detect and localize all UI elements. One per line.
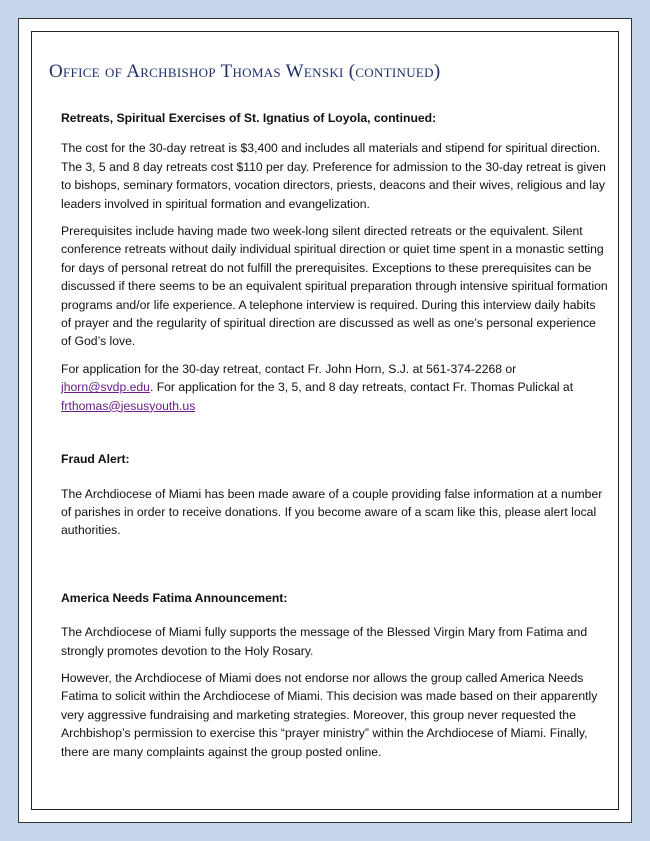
email-link-jhorn[interactable]: jhorn@svdp.edu bbox=[61, 380, 150, 395]
spacer bbox=[61, 424, 609, 450]
retreats-heading: Retreats, Spiritual Exercises of St. Ignatius of Loyola, continued: bbox=[61, 111, 437, 125]
fatima-endorsement-paragraph: However, the Archdiocese of Miami does not endorse nor allows the group called America Needs Fatima to solicit within the Archdiocese of Miami. This decision was made based on their apparently very aggressive fundraising and marketing strategies. Moreover, this group never requested the Archbishop’s permission to exercise this “prayer ministry” within the Archdiocese of Miami. Finally, there are many complaints against the group posted online. bbox=[61, 670, 598, 759]
contact-text-2: . For application for the 3, 5, and 8 day retreats, contact Fr. Thomas Pulickal at bbox=[149, 380, 574, 395]
content bbox=[61, 109, 609, 770]
fatima-heading: America Needs Fatima Announcement: bbox=[61, 590, 288, 605]
page-title: Office of Archbishop Thomas Wenski (continued) bbox=[49, 61, 441, 82]
page bbox=[18, 18, 632, 823]
retreats-contact-paragraph bbox=[61, 360, 609, 415]
retreats-prerequisites-paragraph: Prerequisites include having made two week-long silent directed retreats or the equivalent. Silent conference retreats without daily individual spiritual direction or quiet time spent in a monastic setting for days of personal retreat do not fulfill the prerequisites. Exceptions to these prerequisites can be discussed if there seems to be an equivalent spiritual preparation through intensive spiritual formation programs and/or life experience. A telephone interview is required. During this interview daily habits of prayer and the regularity of spiritual direction are discussed as well as one’s personal experience of God’s love. bbox=[61, 224, 608, 349]
email-link-frthomas[interactable]: frthomas@jesusyouth.us bbox=[61, 398, 196, 413]
contact-text-1: For application for the 30-day retreat, contact Fr. John Horn, S.J. at 561-374-2268 or bbox=[61, 361, 517, 376]
retreats-cost-paragraph: The cost for the 30-day retreat is $3,400 and includes all materials and stipend for spiritual direction. The 3, 5 and 8 day retreats cost $110 per day. Preference for admission to the 30-day retreat is given to bishops, seminary formators, vocation directors, priests, deacons and their wives, religious and lay leaders involved in spiritual formation and evangelization. bbox=[61, 141, 606, 211]
fatima-support-paragraph: The Archdiocese of Miami fully supports the message of the Blessed Virgin Mary from Fatima and strongly promotes devotion to the Holy Rosary. bbox=[61, 625, 588, 658]
fraud-alert-heading: Fraud Alert: bbox=[61, 452, 130, 467]
fraud-alert-paragraph: The Archdiocese of Miami has been made aware of a couple providing false information at a number of parishes in order to receive donations. If you become aware of a scam like this, please alert local authorities. bbox=[61, 486, 603, 538]
spacer bbox=[61, 549, 609, 589]
